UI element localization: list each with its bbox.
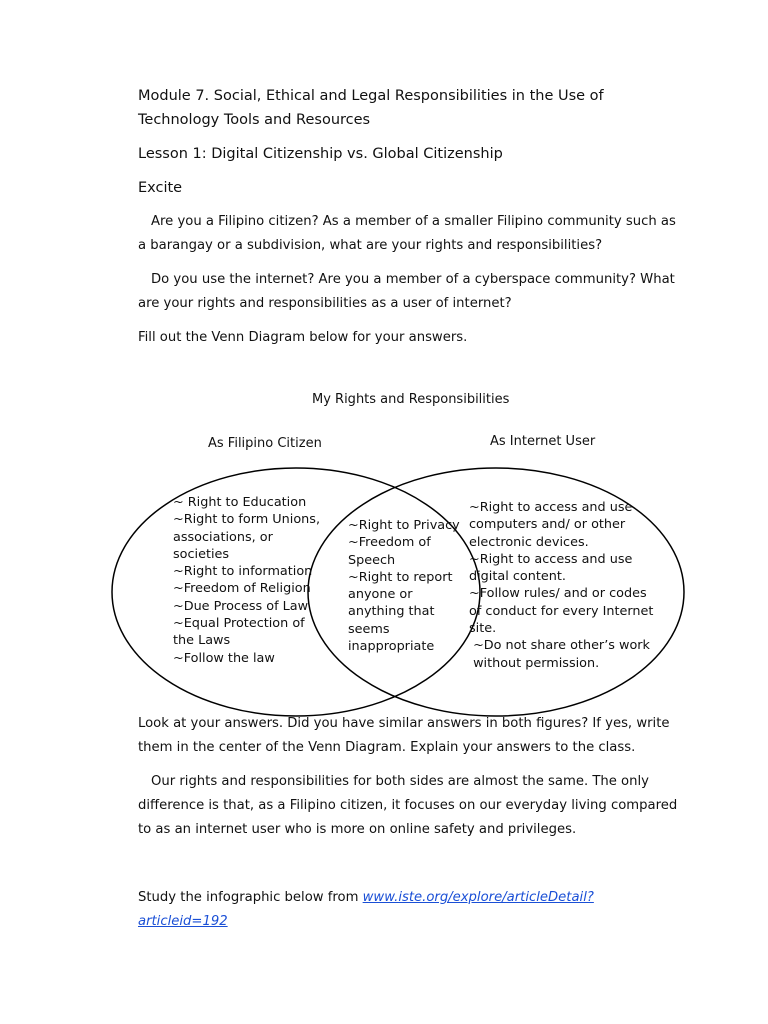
venn-left-line: societies [173, 546, 230, 562]
iste-link[interactable]: www.iste.org/explore/articleDetail?articleid=192 [138, 890, 594, 929]
venn-left-list [173, 494, 320, 667]
venn-middle-line: seems [348, 621, 390, 637]
venn-left-line: ~Freedom of Religion [173, 581, 311, 597]
venn-right-line: ~Right to access and use [469, 500, 633, 515]
venn-left-line: ~ Right to Education [173, 495, 307, 510]
venn-right-list [469, 499, 653, 672]
venn-middle-line: ~Freedom of [348, 535, 431, 551]
venn-right-line: of conduct for every Internet [469, 603, 654, 619]
study-paragraph-text: Study the infographic below from [138, 890, 363, 905]
venn-title: My Rights and Responsibilities [312, 392, 510, 407]
venn-middle-line: Speech [348, 552, 396, 568]
venn-left-line: ~Follow the law [173, 650, 275, 666]
venn-right-line: ~Do not share other’s work [469, 638, 650, 654]
venn-left-line: ~Equal Protection of [173, 616, 305, 632]
module-title: Module 7. Social, Ethical and Legal Responsibilities in the Use of Technology Tools and Resources [138, 88, 604, 128]
venn-middle-line: anything that [348, 604, 435, 620]
venn-right-line: digital content. [469, 569, 566, 585]
venn-left-line: ~Right to information [173, 564, 313, 580]
venn-right-line: computers and/ or other [469, 517, 626, 533]
venn-right-line: ~Right to access and use [469, 551, 633, 567]
venn-left-label: As Filipino Citizen [208, 436, 322, 451]
venn-left-line: associations, or [173, 529, 273, 545]
study-paragraph [138, 886, 678, 934]
venn-right-line: ~Follow rules/ and or codes [469, 586, 647, 602]
venn-left-line: ~Due Process of Law [173, 598, 309, 614]
instruction-paragraph: Fill out the Venn Diagram below for your answers. [138, 330, 468, 345]
explanation-paragraph [138, 770, 678, 842]
venn-middle-line: anyone or [348, 587, 413, 603]
venn-middle-list [348, 517, 460, 655]
lesson-title: Lesson 1: Digital Citizenship vs. Global Citizenship [138, 146, 503, 162]
venn-left-line: the Laws [173, 633, 231, 649]
venn-left-line: ~Right to form Unions, [173, 512, 321, 528]
section-heading: Excite [138, 180, 183, 196]
reflection-paragraph: Look at your answers. Did you have similar answers in both figures? If yes, write them in the center of the Venn Diagram. Explain your answers to the class. [138, 716, 670, 755]
venn-middle-line: inappropriate [348, 639, 435, 655]
venn-middle-line: ~Right to report [348, 569, 453, 585]
venn-middle-line: ~Right to Privacy [348, 518, 460, 533]
explanation-paragraph-text: Our rights and responsibilities for both sides are almost the same. The only difference is that, as a Filipino citizen, it focuses on our everyday living compared to as an internet user who is more on online safety and privileges. [138, 774, 678, 837]
venn-right-line: site. [469, 621, 497, 637]
venn-right-line: electronic devices. [469, 534, 589, 550]
intro-paragraph-2-text: Do you use the internet? Are you a member of a cyberspace community? What are your rights and responsibilities as a user of internet? [138, 272, 675, 311]
venn-right-line: without permission. [469, 655, 600, 671]
intro-paragraph-1-text: Are you a Filipino citizen? As a member of a smaller Filipino community such as a barangay or a subdivision, what are your rights and responsibilities? [138, 214, 676, 253]
venn-right-label: As Internet User [490, 434, 596, 449]
